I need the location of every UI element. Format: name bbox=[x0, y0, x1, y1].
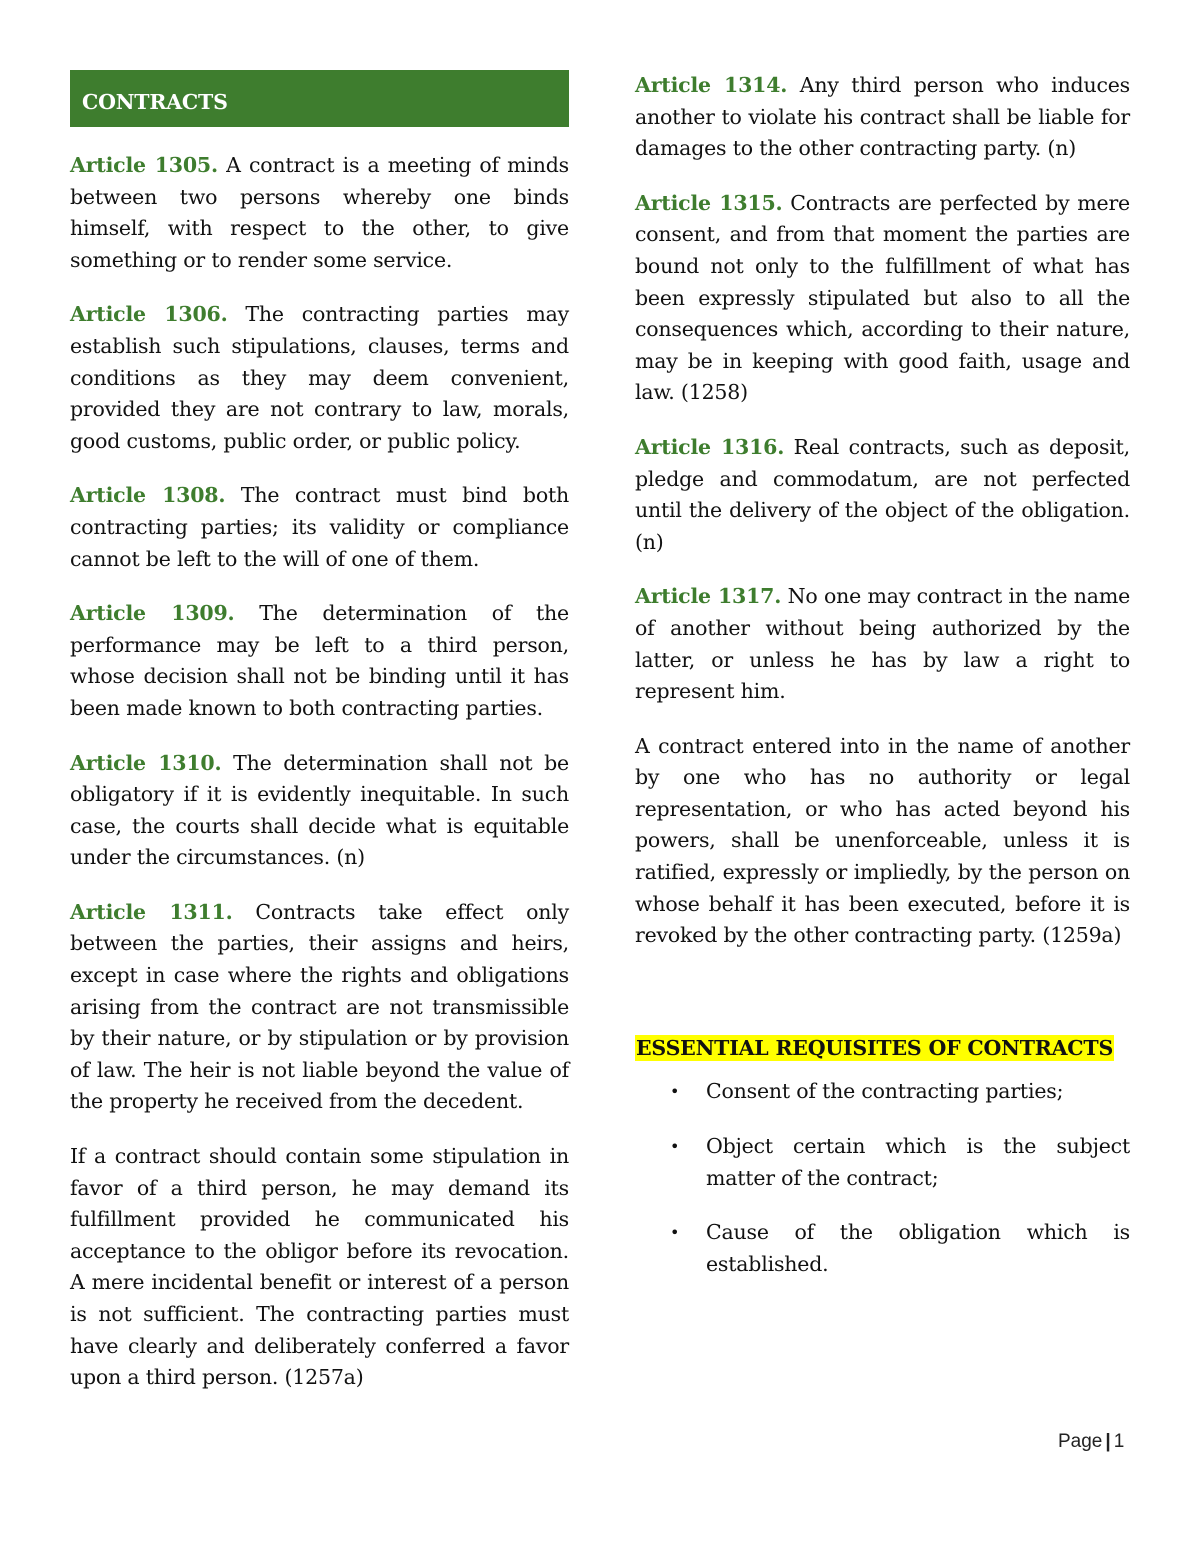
article-text: The contracting parties may establish such stipulations, clauses, terms and conditions as they may deem convenient, provided they are not contrary to law, morals, good customs, public order, or public policy. bbox=[70, 302, 569, 453]
article-label: Article 1316. bbox=[635, 434, 785, 459]
article-1316 bbox=[635, 432, 1130, 558]
requisites-list bbox=[635, 1076, 1130, 1280]
left-column bbox=[70, 70, 569, 1417]
article-text: Contracts take effect only between the parties, their assigns and heirs, except in case where the rights and obligations arising from the contract are not transmissible by their nature, or by stipulation or by provision of law. The heir is not liable beyond the value of the property he received from the decedent. bbox=[70, 899, 569, 1114]
requisites-section bbox=[635, 1033, 1130, 1281]
list-item-text: Consent of the contracting parties; bbox=[706, 1079, 1064, 1104]
page-separator: | bbox=[1105, 1431, 1111, 1452]
article-1317 bbox=[635, 581, 1130, 707]
list-item bbox=[635, 1131, 1130, 1194]
list-item-text: Object certain which is the subject matter of the contract; bbox=[706, 1134, 1130, 1190]
list-item-text: Cause of the obligation which is established. bbox=[706, 1220, 1130, 1276]
article-text: Any third person who induces another to violate his contract shall be liable for damages to the other contracting party. (n) bbox=[635, 73, 1130, 161]
page-number: 1 bbox=[1113, 1431, 1125, 1452]
article-text: The determination shall not be obligatory if it is evidently inequitable. In such case, the courts shall decide what is equitable under the circumstances. (n) bbox=[70, 750, 569, 870]
article-1305 bbox=[70, 150, 569, 276]
bullet-icon: • bbox=[670, 1137, 680, 1157]
list-item bbox=[635, 1217, 1130, 1280]
requisites-heading: ESSENTIAL REQUISITES OF CONTRACTS bbox=[636, 1035, 1114, 1060]
article-1311 bbox=[70, 897, 569, 1118]
article-1311-paragraph-2 bbox=[70, 1141, 569, 1394]
article-text: The contract must bind both contracting parties; its validity or compliance cannot be left to the will of one of them. bbox=[70, 483, 569, 571]
article-1317-paragraph-2 bbox=[635, 731, 1130, 952]
page-footer bbox=[1058, 1431, 1124, 1453]
article-label: Article 1306. bbox=[70, 302, 228, 327]
article-1310 bbox=[70, 748, 569, 874]
article-1306 bbox=[70, 299, 569, 457]
section-title: CONTRACTS bbox=[70, 70, 569, 127]
article-1308 bbox=[70, 480, 569, 575]
article-label: Article 1315. bbox=[635, 190, 783, 215]
article-label: Article 1314. bbox=[635, 73, 788, 97]
article-text: If a contract should contain some stipulation in favor of a third person, he may demand its fulfillment provided he communicated his acceptance to the obligor before its revocation. A mere incidental benefit or interest of a person is not sufficient. The contracting parties must have clearly and deliberately conferred a favor upon a third person. (1257a) bbox=[70, 1144, 569, 1390]
article-label: Article 1308. bbox=[70, 483, 226, 508]
bullet-icon: • bbox=[670, 1082, 680, 1102]
list-item bbox=[635, 1076, 1130, 1108]
article-text: A contract entered into in the name of another by one who has no authority or legal representation, or who has acted beyond his powers, shall be unenforceable, unless it is ratified, expressly or impliedly, by the person on whose behalf it has been executed, before it is revoked by the other contracting party. (1259a) bbox=[635, 733, 1130, 948]
article-text: No one may contract in the name of another without being authorized by the latter, or unless he has by law a right to represent him. bbox=[635, 584, 1130, 704]
bullet-icon: • bbox=[670, 1223, 680, 1243]
article-1309 bbox=[70, 598, 569, 724]
article-label: Article 1310. bbox=[70, 750, 222, 775]
article-text: Contracts are perfected by mere consent, and from that moment the parties are bound not only to the fulfillment of what has been expressly stipulated but also to all the consequences which, according to their nature, may be in keeping with good faith, usage and law. (1258) bbox=[635, 190, 1130, 405]
article-text: Real contracts, such as deposit, pledge and commodatum, are not perfected until the delivery of the object of the obligation. (n) bbox=[635, 434, 1130, 554]
article-label: Article 1309. bbox=[70, 601, 235, 626]
article-label: Article 1305. bbox=[70, 153, 218, 177]
page-label: Page bbox=[1058, 1431, 1103, 1452]
article-label: Article 1317. bbox=[635, 584, 782, 609]
article-1315 bbox=[635, 188, 1130, 409]
article-label: Article 1311. bbox=[70, 899, 233, 924]
article-text: The determination of the performance may be left to a third person, whose decision shall not be binding until it has been made known to both contracting parties. bbox=[70, 601, 569, 720]
article-text: A contract is a meeting of minds between two persons whereby one binds himself, with respect to the other, to give something or to render some service. bbox=[70, 153, 569, 272]
article-1314 bbox=[635, 70, 1130, 165]
right-column bbox=[635, 70, 1130, 1303]
